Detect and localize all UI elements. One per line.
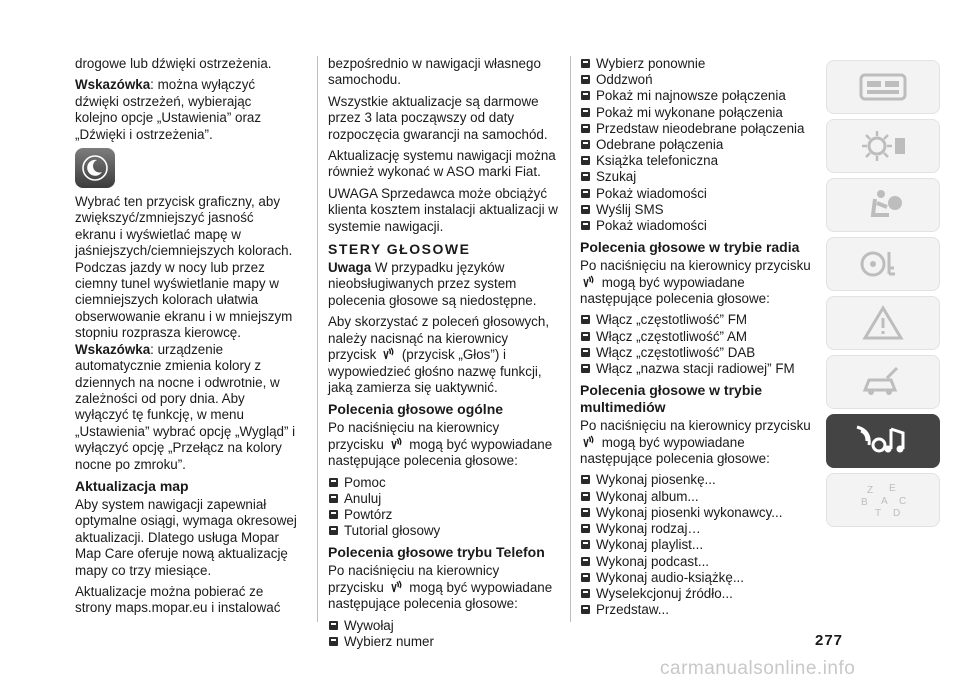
voice-command-icon [390,437,404,451]
list-item: Włącz „częstotliwość” FM [580,312,812,328]
voice-command-icon [582,435,596,449]
general-commands-list [328,475,558,540]
paragraph-text: Po naciśnięciu na kierownicy przycisku [580,418,811,434]
paragraph [328,563,558,612]
key-steering-icon[interactable] [826,237,940,291]
chapter-tabs [826,60,940,532]
radio-commands-list [580,312,812,377]
index-letter: T [875,508,882,519]
paragraph: Aby system nawigacji zapewniał optymalne osiągi, wymaga okresowej aktualizacji. Dlatego usługa Mopar Map Care oferuje nową aktualizację mapy co trzy miesiące. [75,496,297,578]
list-item: Wybierz numer [328,634,558,650]
index-letter: D [893,508,901,519]
media-commands-list [580,472,812,618]
wrench-car-icon[interactable] [826,355,940,409]
list-item: Szukaj [580,169,812,185]
list-item: Wybierz ponownie [580,56,812,72]
paragraph: Wszystkie aktualizacje są darmowe przez 3 lata począwszy od daty rozpoczęcia gwarancji na samochód. [328,93,548,142]
paragraph: Aktualizacje można pobierać ze strony maps.mopar.eu i instalować [75,583,281,616]
phone-commands-list-continued [580,56,812,234]
index-letter: Z [867,485,874,496]
paragraph [328,314,558,396]
paragraph: UWAGA Sprzedawca może obciążyć klienta kosztem instalacji aktualizacji w systemie nawigacji. [328,185,558,234]
tip-text: : można wyłączyć dźwięki ostrzeżeń, wybierając kolejno opcje „Ustawienia” oraz „Dźwięki i ostrzeżenia”. [75,77,262,142]
section-heading-media: Polecenia głosowe w trybie multimediów [580,382,763,416]
list-item: Pokaż wiadomości [580,186,812,202]
tip-label: Wskazówka [75,341,151,357]
warning-triangle-icon[interactable] [826,296,940,350]
tip-text: : urządzenie automatycznie zmienia kolory z dziennych na nocne i odwrotnie, w zależności od pory dnia. Aby wyłączyć tę funkcję, w menu „Ustawienia” wybrać opcję „Wygląd” i wyłączyć opcję „Przełącz na kolory nocne po zmroku”. [75,341,296,472]
note-text: W przypadku języków nieobsługiwanych przez system polecenia głosowe są niedostępne. [328,260,537,308]
list-item: Pokaż wiadomości [580,218,812,234]
list-item: Wykonaj rodzaj… [580,521,812,537]
paragraph-text: mogą być wypowiadane następujące polecenia głosowe: [328,436,553,469]
paragraph-text: mogą być wypowiadane następujące polecenia głosowe: [580,434,770,467]
paragraph-text: Po naciśnięciu na kierownicy przycisku [328,420,500,452]
list-item: Wyślij SMS [580,202,812,218]
index-letter: E [889,483,896,494]
list-item: Wyselekcjonuj źródło... [580,586,812,602]
phone-commands-list [328,618,558,650]
section-heading-general: Polecenia głosowe ogólne [328,401,504,418]
list-item: Pokaż mi wykonane połączenia [580,105,812,121]
paragraph-text: Po naciśnięciu na kierownicy przycisku [580,258,811,274]
list-item: Wykonaj piosenkę... [580,472,812,488]
list-item: Wykonaj piosenki wykonawcy... [580,505,812,521]
paragraph [75,194,297,473]
list-item: Wykonaj playlist... [580,537,812,553]
column-2 [328,56,558,655]
column-divider-1 [317,56,318,622]
voice-command-icon [382,347,396,361]
paragraph-text: Po naciśnięciu na kierownicy przycisku [328,563,500,595]
list-item: Książka telefoniczna [580,153,812,169]
paragraph [75,77,297,143]
paragraph-text: Aby skorzystać z poleceń głosowych, należy nacisnąć na kierownicy przycisk [328,314,550,363]
paragraph [328,260,558,309]
voice-command-icon [390,580,404,594]
list-item: Pokaż mi najnowsze połączenia [580,88,812,104]
paragraph-text: Wybrać ten przycisk graficzny, aby zwiększyć/zmniejszyć jasność ekranu i wyświetlać mapę w jaśniejszych/ciemniejszych kolorach. Podczas jazdy w nocy lub przez ciemny tunel wyświetlanie mapy w ciemniejszych kolorach ułatwia obserwowanie ekranu i w mniejszym stopniu rozprasza kierowcę. [75,194,293,341]
section-heading-phone: Polecenia głosowe trybu Telefon [328,544,545,561]
index-letter: B [861,497,868,508]
list-item: Przedstaw... [580,602,812,618]
paragraph [328,420,558,469]
column-1 [75,56,297,622]
section-heading-voice: STERY GŁOSOWE [328,241,471,258]
index-letter: A [881,496,888,507]
list-item: Wykonaj audio-książkę... [580,570,812,586]
section-heading-radio: Polecenia głosowe w trybie radia [580,239,800,256]
section-heading-updates: Aktualizacja map [75,477,189,494]
night-mode-icon [75,148,115,188]
paragraph: bezpośrednio w nawigacji własnego samochodu. [328,56,541,88]
note-label: Uwaga [328,260,372,276]
airbag-seat-icon[interactable] [826,178,940,232]
list-item: Oddzwoń [580,72,812,88]
paragraph [580,418,812,467]
paragraph: drogowe lub dźwięki ostrzeżenia. [75,56,272,71]
index-letters-icon[interactable] [826,473,940,527]
column-3 [580,56,812,623]
multimedia-music-icon[interactable] [826,414,940,468]
column-divider-2 [570,56,571,622]
list-item: Tutorial głosowy [328,523,558,539]
list-item: Wykonaj podcast... [580,554,812,570]
list-item: Pomoc [328,475,558,491]
list-item: Odebrane połączenia [580,137,812,153]
voice-command-icon [582,275,596,289]
paragraph: Aktualizację systemu nawigacji można również wykonać w ASO marki Fiat. [328,148,556,180]
paragraph-text: mogą być wypowiadane następujące polecenia głosowe: [580,274,770,307]
list-item: Powtórz [328,507,558,523]
index-letter: C [899,496,907,507]
list-item: Wykonaj album... [580,489,812,505]
page-number: 277 [815,632,844,649]
list-item: Przedstaw nieodebrane połączenia [580,121,812,137]
list-item: Włącz „częstotliwość” AM [580,329,812,345]
list-item: Włącz „nazwa stacji radiowej” FM [580,361,812,377]
paragraph-text: (przycisk „Głos”) i wypowiedzieć głośno nazwę funkcji, jaką zamierza się uaktywnić. [328,347,542,395]
list-item: Włącz „częstotliwość” DAB [580,345,812,361]
car-dashboard-icon[interactable] [826,60,940,114]
paragraph [580,258,812,307]
tip-label: Wskazówka [75,77,151,93]
watermark: carmanualsonline.info [660,658,856,679]
warning-lights-icon[interactable] [826,119,940,173]
list-item: Anuluj [328,491,558,507]
paragraph-text: mogą być wypowiadane następujące polecenia głosowe: [328,579,553,612]
list-item: Wywołaj [328,618,558,634]
